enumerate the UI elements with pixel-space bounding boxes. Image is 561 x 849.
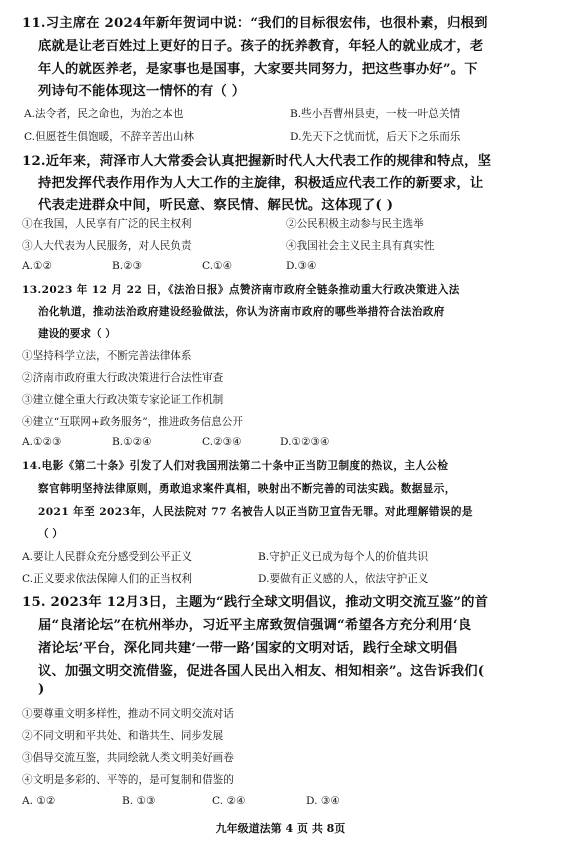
q13-statement-4: ④建立“互联网+政务服务”，推进政务信息公开 bbox=[22, 416, 243, 428]
q15-stem-line-3: 渚论坛’平台，深化同共建‘一带一路’国家的文明对话，践行全球文明倡 bbox=[38, 641, 458, 656]
q12-stem-line-2: 持把发挥代表作用作为人大工作的主旋律，积极适应代表工作的新要求，让 bbox=[38, 176, 484, 191]
q13-choice-a: A.①②③ bbox=[22, 436, 62, 448]
q13-statement-2: ②济南市政府重大行政决策进行合法性审查 bbox=[22, 372, 224, 384]
q14-option-b: B.守护正义已成为每个人的价值共识 bbox=[258, 551, 429, 563]
q11-stem-line-4: 列诗句不能体现这一情怀的有（ ） bbox=[38, 84, 246, 99]
q12-statement-1: ①在我国，人民享有广泛的民主权利 bbox=[22, 218, 192, 230]
q12-choice-d: D.③④ bbox=[286, 260, 317, 272]
q13-choice-c: C.②③④ bbox=[202, 436, 242, 448]
q13-statement-1: ①坚持科学立法，不断完善法律体系 bbox=[22, 350, 192, 362]
q12-choice-c: C.①④ bbox=[202, 260, 233, 272]
q12-stem-line-1: 12.近年来，菏泽市人大常委会认真把握新时代人大代表工作的规律和特点，坚 bbox=[22, 154, 492, 169]
q14-option-d: D.要做有正义感的人，依法守护正义 bbox=[258, 573, 429, 585]
q15-statement-2: ②不同文明和平共处、和谐共生、同步发展 bbox=[22, 730, 224, 742]
q15-stem-line-4: 议、加强文明交流借鉴，促进各国人民出入相友、相知相亲”。这告诉我们( bbox=[38, 664, 485, 679]
q11-option-a: A.法令者，民之命也，为治之本也 bbox=[24, 108, 184, 120]
q13-statement-3: ③建立健全重大行政决策专家论证工作机制 bbox=[22, 394, 224, 406]
q15-statement-4: ④文明是多彩的、平等的，是可复制和借鉴的 bbox=[22, 774, 234, 786]
q11-stem-line-2: 底就是让老百姓过上更好的日子。孩子的抚养教育，年轻人的就业成才，老 bbox=[38, 39, 484, 54]
q14-stem-line-1: 14.电影《第二十条》引发了人们对我国刑法第二十条中正当防卫制度的热议，主人公检 bbox=[22, 460, 449, 472]
q13-stem-line-1: 13.2023 年 12 月 22 日，《法治日报》点赞济南市政府全链条推动重大行政决策进入法 bbox=[22, 284, 460, 296]
q15-statement-1: ①要尊重文明多样性，推动不同文明交流对话 bbox=[22, 708, 234, 720]
q13-choice-d: D.①②③④ bbox=[280, 436, 330, 448]
q12-stem-line-3: 代表走进群众中间，听民意、察民情、解民忧。这体现了( ) bbox=[38, 198, 394, 213]
q11-option-c: C.但愿苍生俱饱暖，不辞辛苦出山林 bbox=[24, 131, 195, 143]
q15-choice-c: C. ②④ bbox=[212, 795, 246, 807]
q14-stem-line-3: 2021 年至 2023年，人民法院对 77 名被告人以正当防卫宣告无罪。对此理解错误的是 bbox=[38, 506, 473, 518]
q12-choice-b: B.②③ bbox=[112, 260, 143, 272]
q13-stem-line-3: 建设的要求（ ） bbox=[38, 328, 116, 340]
q11-stem-line-1: 11.习主席在 2024年新年贺词中说：“我们的目标很宏伟，也很朴素，归根到 bbox=[22, 16, 488, 31]
q12-statement-3: ③人大代表为人民服务，对人民负责 bbox=[22, 240, 192, 252]
q11-stem-line-3: 年人的就医养老，是家事也是国事，大家要共同努力，把这些事办好”。下 bbox=[38, 62, 478, 77]
q15-statement-3: ③倡导交流互鉴，共同绘就人类文明美好画卷 bbox=[22, 752, 234, 764]
q11-option-d: D.先天下之忧而忧，后天下之乐而乐 bbox=[290, 131, 461, 143]
q12-choice-a: A.①② bbox=[22, 260, 53, 272]
q14-stem-line-4: （ ） bbox=[38, 528, 63, 540]
q15-choice-a: A. ①② bbox=[22, 795, 56, 807]
page-footer: 九年级道法第 4 页 共 8页 bbox=[215, 822, 346, 835]
q15-stem-line-1: 15. 2023年 12月3日，主题为“践行全球文明倡议，推动文明交流互鉴”的首 bbox=[22, 595, 489, 610]
q15-stem-line-2: 届“良渚论坛”在杭州举办，习近平主席致贺信强调“希望各方充分利用‘良 bbox=[38, 618, 472, 633]
q15-choice-d: D. ③④ bbox=[306, 795, 340, 807]
q15-stem-line-5: ) bbox=[38, 682, 45, 697]
q13-stem-line-2: 治化轨道，推动法治政府建设经验做法，你认为济南市政府的哪些举措符合法治政府 bbox=[38, 306, 445, 318]
q11-option-b: B.些小吾曹州县吏，一枝一叶总关情 bbox=[290, 108, 461, 120]
q12-statement-2: ②公民积极主动参与民主选举 bbox=[286, 218, 424, 230]
q15-choice-b: B. ①③ bbox=[122, 795, 156, 807]
q14-option-a: A.要让人民群众充分感受到公平正义 bbox=[22, 551, 192, 563]
q14-stem-line-2: 察官韩明坚持法律原则，勇敢追求案件真相，映射出不断完善的司法实践。数据显示， bbox=[38, 483, 456, 495]
q13-choice-b: B.①②④ bbox=[112, 436, 152, 448]
q12-statement-4: ④我国社会主义民主具有真实性 bbox=[286, 240, 435, 252]
q14-option-c: C.正义要求依法保障人们的正当权利 bbox=[22, 573, 193, 585]
